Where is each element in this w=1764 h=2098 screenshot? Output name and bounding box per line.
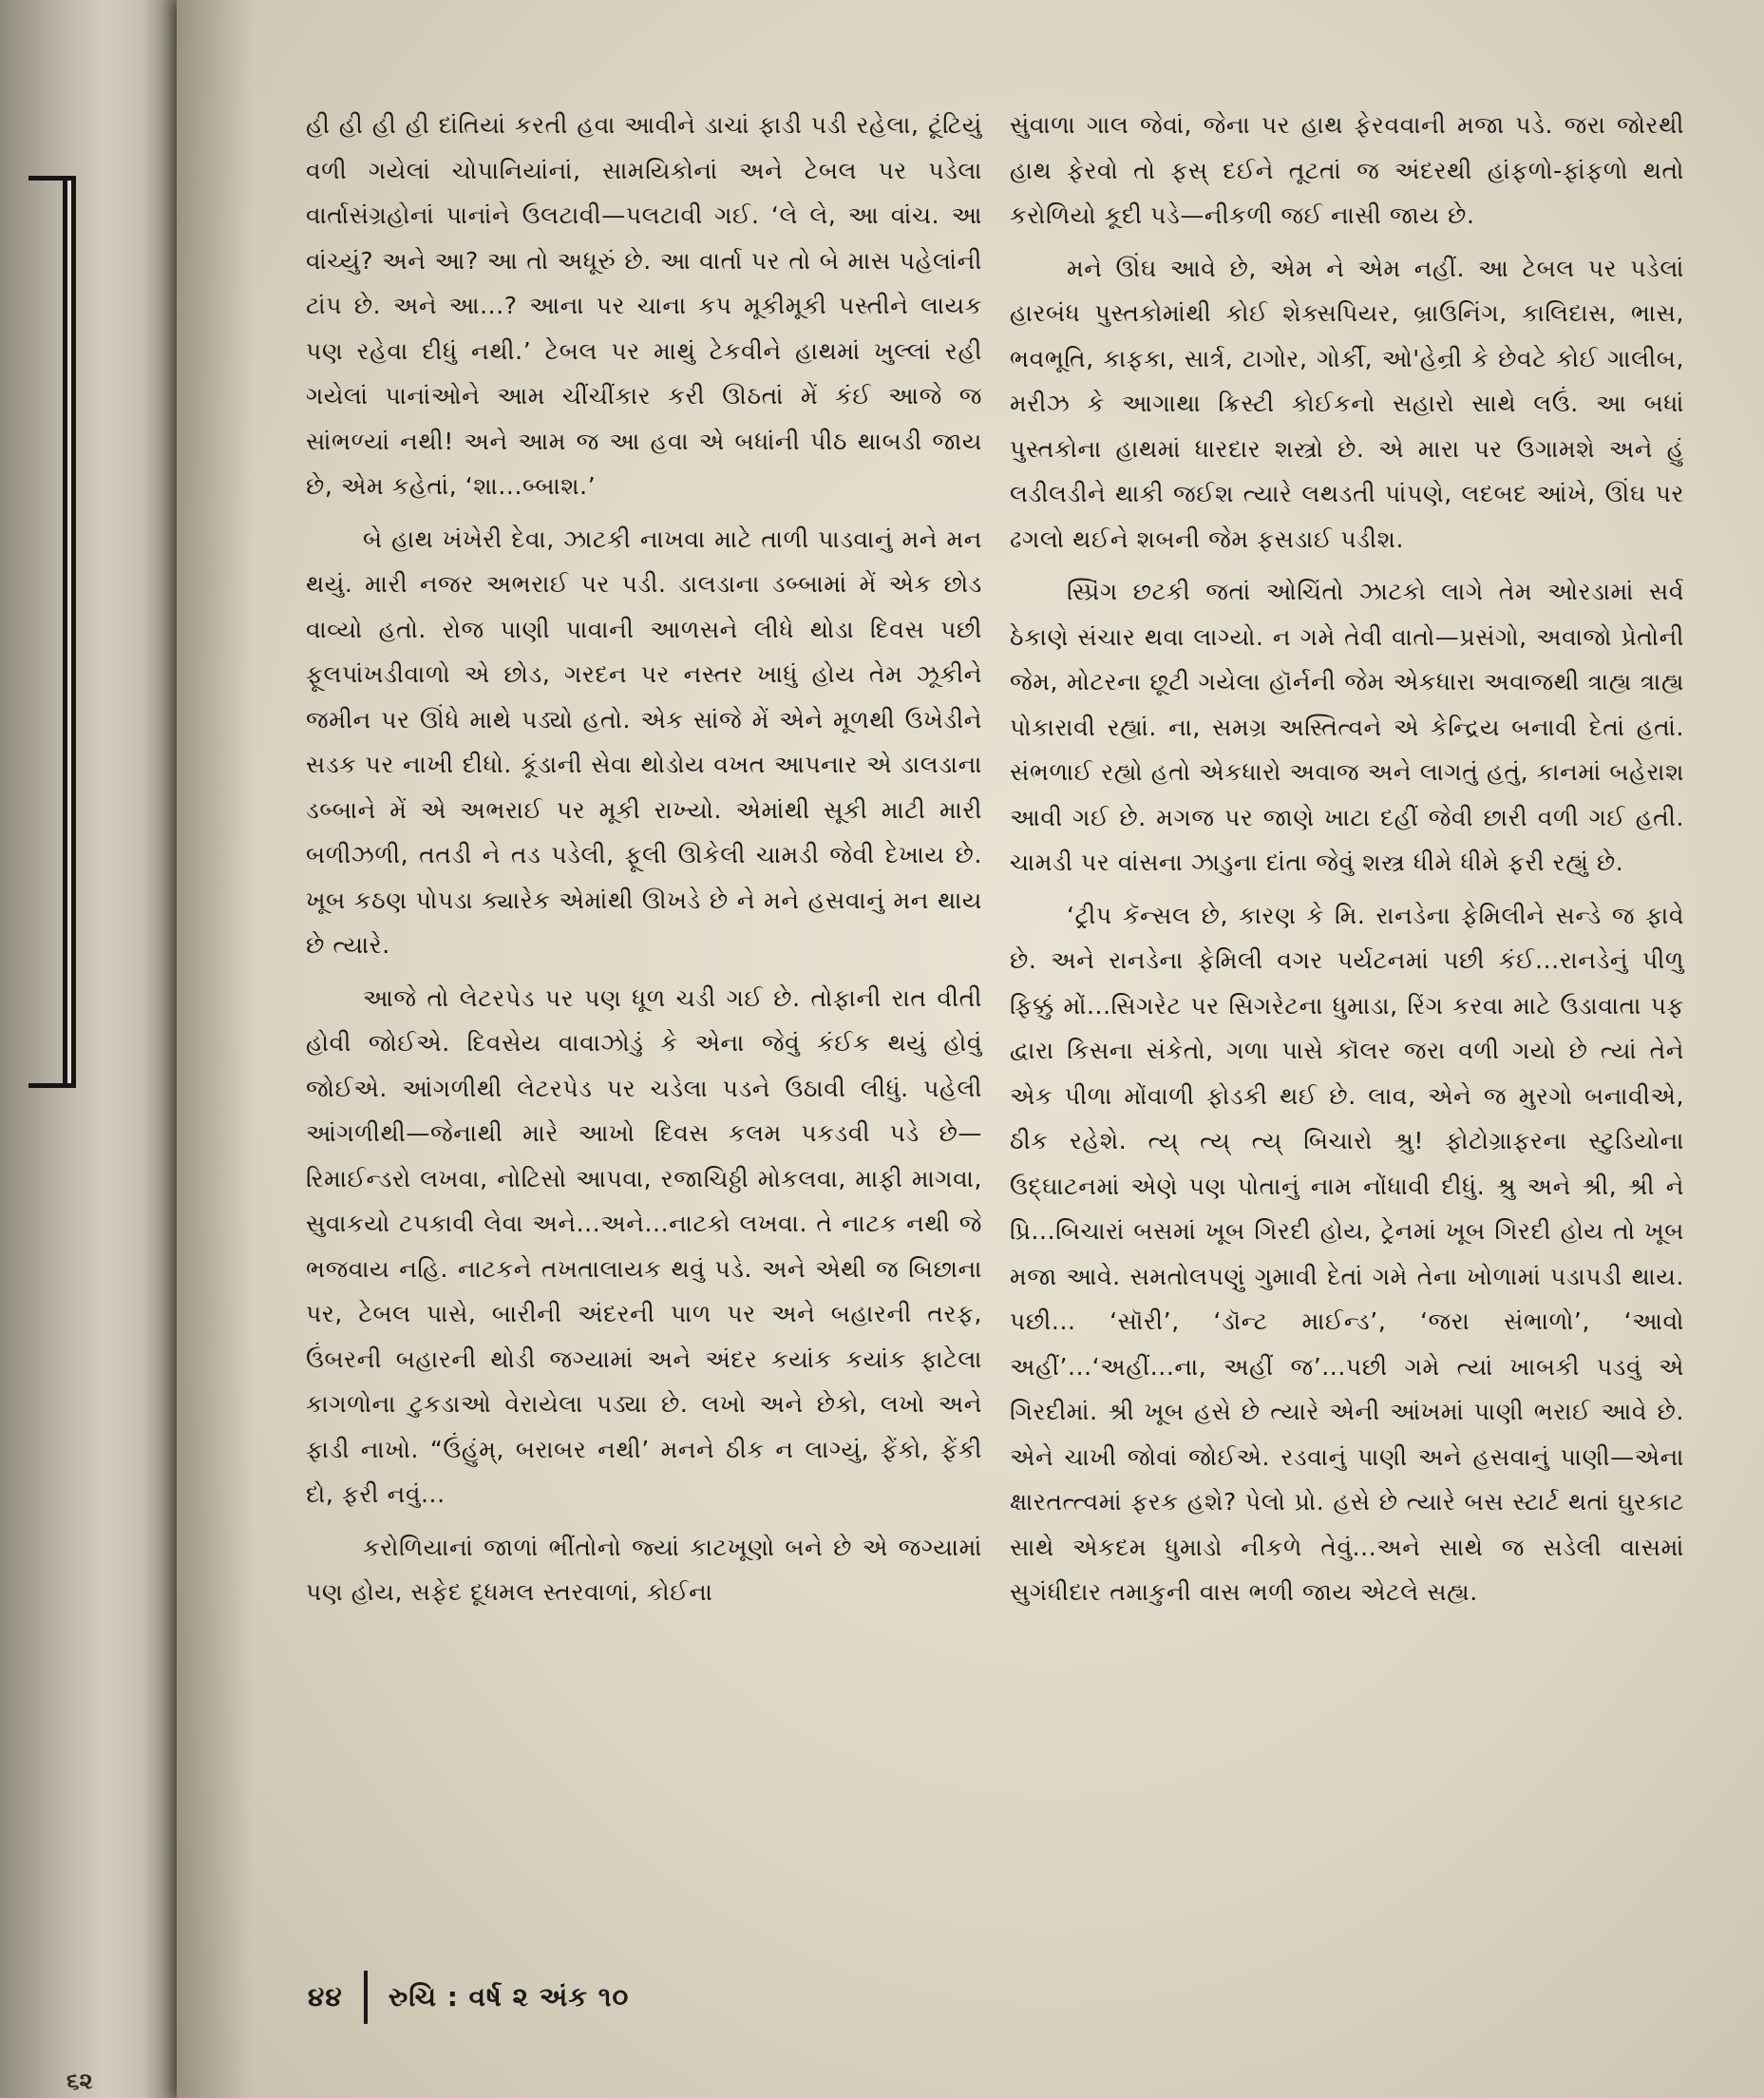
facing-page-number: ૬૨ [66,2068,93,2094]
facing-page-border-decoration [28,176,76,1088]
magazine-page [177,0,1764,2098]
page-footer [308,1969,629,2026]
left-text-column [306,103,982,1615]
paragraph: આજે તો લેટરપેડ પર પણ ધૂળ ચડી ગઈ છે. તોફાની રાત વીતી હોવી જોઈએ. દિવસેય વાવાઝોડું કે એના જેવું કંઈક થયું હોવું જોઈએ. આંગળીથી લેટરપેડ પર ચડેલા પડને ઉઠાવી લીધું. પહેલી આંગળીથી—જેનાથી મારે આખો દિવસ કલમ પકડવી પડે છે—રિમાઈન્ડરો લખવા, નોટિસો આપવા, રજાચિઠ્ઠી મોકલવા, માફી માગવા, સુવાકયો ટપકાવી લેવા અને...અને...નાટકો લખવા. તે નાટક નથી જે ભજવાય નહિ. નાટકને તખતાલાયક થવું પડે. અને એથી જ બિછાના પર, ટેબલ પાસે, બારીની અંદરની પાળ પર અને બહારની તરફ, ઉંબરની બહારની થોડી જગ્યામાં અને અંદર કયાંક કયાંક ફાટેલા કાગળોના ટુકડાઓ વેરાયેલા પડ્યા છે. લખો અને છેકો, લખો અને ફાડી નાખો. “ઉંહુંમ્, બરાબર નથી’ મનને ઠીક ન લાગ્યું, ફેંકો, ફેંકી દો, ફરી નવું... [306,983,982,1508]
page-number: ૪૪ [308,1981,343,2012]
paragraph: બે હાથ ખંખેરી દેવા, ઝાટકી નાખવા માટે તાળી પાડવાનું મને મન થયું. મારી નજર અભરાઈ પર પડી. ડાલડાના ડબ્બામાં મેં એક છોડ વાવ્યો હતો. રોજ પાણી પાવાની આળસને લીધે થોડા દિવસ પછી ફૂલપાંખડીવાળો એ છોડ, ગરદન પર નસ્તર ખાધું હોય તેમ ઝૂકીને જમીન પર ઊંધે માથે પડ્યો હતો. એક સાંજે મેં એને મૂળથી ઉખેડીને સડક પર નાખી દીધો. કૂંડાની સેવા થોડોય વખત આપનાર એ ડાલડાના ડબ્બાને મેં એ અભરાઈ પર મૂકી રાખ્યો. એમાંથી સૂકી માટી મારી બળીઝળી, તતડી ને તડ પડેલી, ફૂલી ઊકેલી ચામડી જેવી દેખાય છે. ખૂબ કઠણ પોપડા ક્યારેક એમાંથી ઊખડે છે ને મને હસવાનું મન થાય છે ત્યારે. [306,524,982,959]
paragraph: ‘ટ્રીપ કૅન્સલ છે, કારણ કે મિ. રાનડેના ફેમિલીને સન્ડે જ ફાવે છે. અને રાનડેના ફેમિલી વગર પર્યટનમાં પછી કંઈ...રાનડેનું પીળુ ફિક્કું મોં...સિગરેટ પર સિગરેટના ધુમાડા, રિંગ કરવા માટે ઉડાવાતા પફ દ્વારા કિસના સંકેતો, ગળા પાસે કૉલર જરા વળી ગયો છે ત્યાં તેને એક પીળા મોંવાળી ફોડકી થઈ છે. લાવ, એને જ મુરગો બનાવીએ, ઠીક રહેશે. ત્ય્ ત્ય્ ત્ય્ બિચારો શ્રુ! ફોટોગ્રાફરના સ્ટુડિયોના ઉદ્ઘાટનમાં એણે પણ પોતાનું નામ નોંધાવી દીધું. શ્રુ અને શ્રી, શ્રી ને પ્રિ...બિચારાં બસમાં ખૂબ ગિરદી હોય, ટ્રેનમાં ખૂબ ગિરદી હોય તો ખૂબ મજા આવે. સમતોલપણું ગુમાવી દેતાં ગમે તેના ખોળામાં પડાપડી થાય. પછી... ‘સૉરી’, ‘ડૉન્ટ માઈન્ડ’, ‘જરા સંભાળો’, ‘આવો અહીં’...‘અહીં...ના, અહીં જ’...પછી ગમે ત્યાં ખાબકી પડવું એ ગિરદીમાં. શ્રી ખૂબ હસે છે ત્યારે એની આંખમાં પાણી ભરાઈ આવે છે. એને ચાખી જોવાં જોઈએ. રડવાનું પાણી અને હસવાનું પાણી—એના ક્ષારતત્ત્વમાં ફરક હશે? પેલો પ્રો. હસે છે ત્યારે બસ સ્ટાર્ટ થતાં ઘુરકાટ સાથે એકદમ ધુમાડો નીકળે તેવું...અને સાથે જ સડેલી વાસમાં સુગંધીદાર તમાકુની વાસ ભળી જાય એટલે સહ્ય. [1010,901,1684,1606]
paragraph: હી હી હી હી દાંતિયાં કરતી હવા આવીને ડાચાં ફાડી પડી રહેલા, ટૂંટિયું વળી ગયેલાં ચોપાનિયાંનાં, સામયિકોનાં અને ટેબલ પર પડેલા વાર્તાસંગ્રહોનાં પાનાંને ઉલટાવી—પલટાવી ગઈ. ‘લે લે, આ વાંચ. આ વાંચ્યું? અને આ? આ તો અધૂરું છે. આ વાર્તા પર તો બે માસ પહેલાંની ટાંપ છે. અને આ...? આના પર ચાના કપ મૂકીમૂકી પસ્તીને લાયક પણ રહેવા દીધું નથી.’ ટેબલ પર માથું ટેકવીને હાથમાં ખુલ્લાં રહી ગયેલાં પાનાંઓને આમ ચીંચીંકાર કરી ઊઠતાં મેં કંઈ આજે જ સાંભળ્યાં નથી! અને આમ જ આ હવા એ બધાંની પીઠ થાબડી જાય છે, એમ કહેતાં, ‘શા...બ્બાશ.’ [306,111,982,500]
paragraph: સુંવાળા ગાલ જેવાં, જેના પર હાથ ફેરવવાની મજા પડે. જરા જોરથી હાથ ફેરવો તો ફસ્ દઈને તૂટતાં જ અંદરથી હાંફળો-ફાંફળો થતો કરોળિયો કૂદી પડે—નીકળી જઈ નાસી જાય છે. [1010,111,1684,229]
gutter-shadow [177,0,253,2098]
facing-page-strip [0,0,190,2098]
right-text-column [1010,103,1684,1615]
paragraph: કરોળિયાનાં જાળાં ભીંતોનો જ્યાં કાટખૂણો બને છે એ જગ્યામાં પણ હોય, સફેદ દૂધમલ સ્તરવાળાં, કોઈના [306,1533,982,1606]
magazine-issue-label: રુચિ : વર્ષ ૨ અંક ૧૦ [388,1981,630,2012]
paragraph: સ્પ્રિંગ છટકી જતાં ઓચિંતો ઝાટકો લાગે તેમ ઓરડામાં સર્વ ઠેકાણે સંચાર થવા લાગ્યો. ન ગમે તેવી વાતો—પ્રસંગો, અવાજો પ્રેતોની જેમ, મોટરના છૂટી ગયેલા હૉર્નની જેમ એકધારા અવાજથી ત્રાહ્ય ત્રાહ્ય પોકારાવી રહ્યાં. ના, સમગ્ર અસ્તિત્વને એ કેન્દ્રિય બનાવી દેતાં હતાં. સંભળાઈ રહ્યો હતો એકધારો અવાજ અને લાગતું હતું, કાનમાં બહેરાશ આવી ગઈ છે. મગજ પર જાણે ખાટા દહીં જેવી છારી વળી ગઈ હતી. ચામડી પર વાંસના ઝાડુના દાંતા જેવું શસ્ત્ર ધીમે ધીમે ફરી રહ્યું છે. [1010,578,1684,876]
paragraph: મને ઊંઘ આવે છે, એમ ને એમ નહીં. આ ટેબલ પર પડેલાં હારબંધ પુસ્તકોમાંથી કોઈ શેક્સપિયર, બ્રાઉનિંગ, કાલિદાસ, ભાસ, ભવભૂતિ, કાફકા, સાર્ત્ર, ટાગોર, ગોર્કી, ઓ'હેન્રી કે છેવટે કોઈ ગાલીબ, મરીઝ કે આગાથા ક્રિસ્ટી કોઈકનો સહારો સાથે લઉં. આ બધાં પુસ્તકોના હાથમાં ધારદાર શસ્ત્રો છે. એ મારા પર ઉગામશે અને હું લડીલડીને થાકી જઈશ ત્યારે લથડતી પાંપણે, લદબદ આંખે, ઊંઘ પર ઢગલો થઈને શબની જેમ ફસડાઈ પડીશ. [1010,254,1684,553]
footer-divider [364,1971,368,2024]
